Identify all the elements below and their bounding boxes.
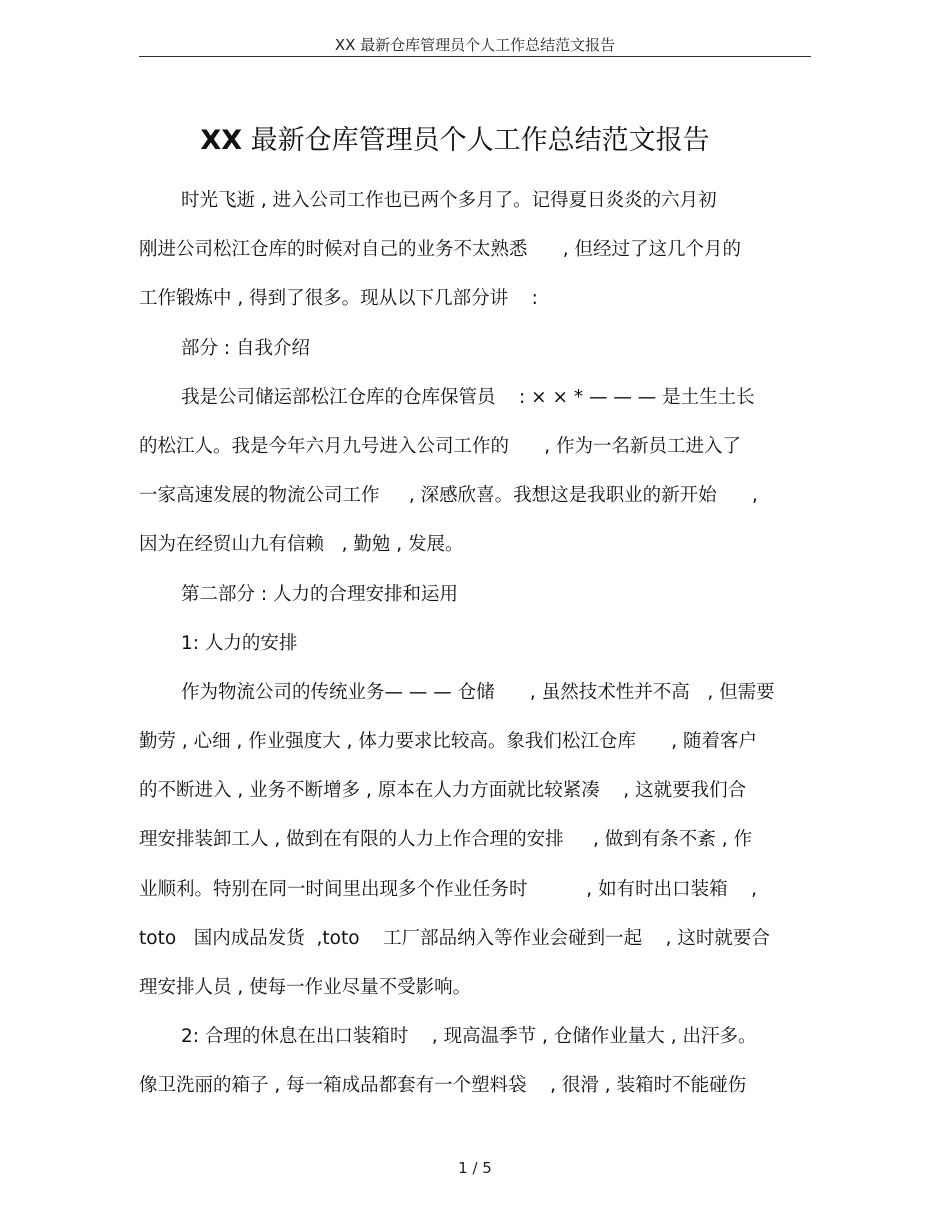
- body-line: 理安排装卸工人 , 做到在有限的人力上作合理的安排 , 做到有条不紊 , 作: [139, 829, 752, 851]
- body-line: 的松江人。我是今年六月九号进入公司工作的 , 作为一名新员工进入了: [139, 435, 742, 457]
- document-title-text: 最新仓库管理员个人工作总结范文报告: [242, 125, 710, 156]
- section-heading: 部分 : 自我介绍: [181, 337, 310, 359]
- body-line: 一家高速发展的物流公司工作 , 深感欣喜。我想这是我职业的新开始 ,: [139, 485, 758, 507]
- body-line: 因为在经贸山九有信赖 , 勤勉 , 发展。: [139, 534, 464, 556]
- body-line: 理安排人员 , 使每一作业尽量不受影响。: [139, 977, 472, 998]
- document-title-prefix: XX: [200, 125, 243, 156]
- body-line: 刚进公司松江仓库的时候对自己的业务不太熟悉 , 但经过了这几个月的: [139, 239, 742, 261]
- body-line: 工作锻炼中 , 得到了很多。现从以下几部分讲 :: [139, 288, 538, 310]
- document-body: [139, 176, 811, 1111]
- document-title: [0, 118, 910, 157]
- body-line: 作为物流公司的传统业务— — — 仓储 , 虽然技术性并不高 , 但需要: [181, 681, 775, 703]
- running-header: XX 最新仓库管理员个人工作总结范文报告: [334, 36, 616, 54]
- body-line: 像卫洗丽的箱子 , 每一箱成品都套有一个塑料袋 , 很滑 , 装箱时不能碰伤: [139, 1075, 747, 1097]
- body-line: 时光飞逝 , 进入公司工作也已两个多月了。记得夏日炎炎的六月初: [181, 190, 717, 211]
- body-line: 业顺利。特别在同一时间里出现多个作业任务时 , 如有时出口装箱 ,: [139, 878, 757, 900]
- subsection-heading: 1: 人力的安排: [181, 632, 298, 654]
- body-line: 的不断进入 , 业务不断增多 , 原本在人力方面就比较紧凑 , 这就要我们合: [139, 780, 747, 802]
- page-number: 1 / 5: [458, 1159, 492, 1177]
- header-divider: [139, 56, 811, 57]
- body-line: 2: 合理的休息在出口装箱时 , 现高温季节 , 仓储作业量大 , 出汗多。: [181, 1026, 757, 1048]
- section-heading: 第二部分 : 人力的合理安排和运用: [181, 583, 458, 605]
- body-line: 我是公司储运部松江仓库的仓库保管员 : × × * — — — 是土生土长: [181, 386, 755, 408]
- body-line: 勤劳 , 心细 , 作业强度大 , 体力要求比较高。象我们松江仓库 , 随着客户: [139, 731, 757, 753]
- body-line: toto 国内成品发货 ,toto 工厂部品纳入等作业会碰到一起 , 这时就要合: [139, 927, 770, 949]
